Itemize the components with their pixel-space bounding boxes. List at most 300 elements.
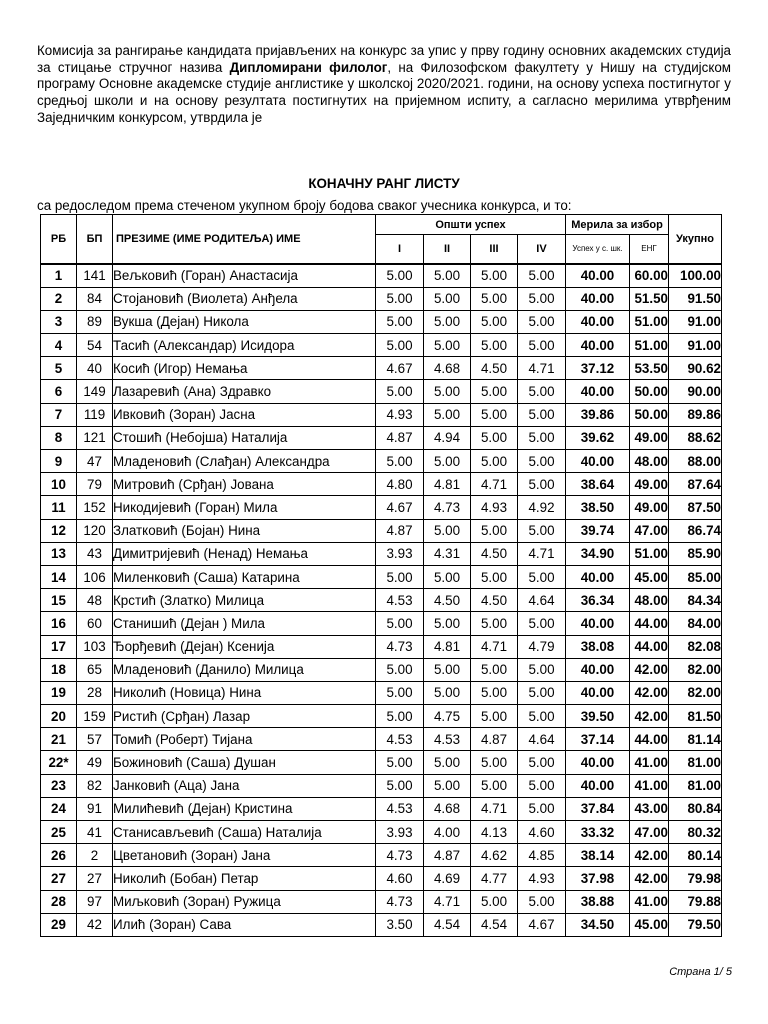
bp-cell: 42 — [77, 913, 113, 936]
rank-cell: 29 — [41, 913, 77, 936]
grade-2-cell: 4.68 — [424, 357, 471, 380]
ukupno-cell: 91.00 — [669, 334, 722, 357]
header-grade-1: I — [376, 235, 424, 264]
bp-cell: 121 — [77, 426, 113, 449]
grade-4-cell: 5.00 — [518, 519, 566, 542]
grade-3-cell: 4.93 — [471, 496, 518, 519]
table-row — [41, 542, 722, 565]
ukupno-cell: 82.00 — [669, 681, 722, 704]
grade-3-cell: 4.13 — [471, 821, 518, 844]
table-row — [41, 844, 722, 867]
ukupno-cell: 84.00 — [669, 612, 722, 635]
grade-4-cell: 4.64 — [518, 728, 566, 751]
grade-2-cell: 4.81 — [424, 473, 471, 496]
uspeh-cell: 40.00 — [566, 565, 630, 588]
bp-cell: 97 — [77, 890, 113, 913]
grade-1-cell: 4.53 — [376, 797, 424, 820]
uspeh-cell: 39.86 — [566, 403, 630, 426]
grade-2-cell: 4.50 — [424, 589, 471, 612]
grade-4-cell: 4.71 — [518, 357, 566, 380]
grade-3-cell: 5.00 — [471, 426, 518, 449]
table-row — [41, 334, 722, 357]
rank-cell: 22* — [41, 751, 77, 774]
table-row — [41, 380, 722, 403]
eng-cell: 51.00 — [630, 542, 669, 565]
uspeh-cell: 40.00 — [566, 751, 630, 774]
table-row — [41, 821, 722, 844]
ukupno-cell: 87.50 — [669, 496, 722, 519]
ukupno-cell: 90.00 — [669, 380, 722, 403]
eng-cell: 43.00 — [630, 797, 669, 820]
grade-4-cell: 4.60 — [518, 821, 566, 844]
name-cell: Станисављевић (Саша) Наталија — [113, 821, 376, 844]
ukupno-cell: 81.00 — [669, 774, 722, 797]
name-cell: Цветановић (Зоран) Јана — [113, 844, 376, 867]
eng-cell: 41.00 — [630, 751, 669, 774]
ukupno-cell: 79.50 — [669, 913, 722, 936]
table-row — [41, 589, 722, 612]
grade-4-cell: 5.00 — [518, 774, 566, 797]
header-grade-3: III — [471, 235, 518, 264]
grade-1-cell: 5.00 — [376, 334, 424, 357]
grade-4-cell: 5.00 — [518, 450, 566, 473]
ukupno-cell: 84.34 — [669, 589, 722, 612]
rank-cell: 23 — [41, 774, 77, 797]
grade-2-cell: 4.53 — [424, 728, 471, 751]
grade-3-cell: 5.00 — [471, 565, 518, 588]
bp-cell: 152 — [77, 496, 113, 519]
rank-cell: 14 — [41, 565, 77, 588]
eng-cell: 48.00 — [630, 589, 669, 612]
bp-cell: 57 — [77, 728, 113, 751]
grade-1-cell: 5.00 — [376, 287, 424, 310]
table-row — [41, 612, 722, 635]
name-cell: Лазаревић (Ана) Здравко — [113, 380, 376, 403]
grade-3-cell: 5.00 — [471, 403, 518, 426]
grade-4-cell: 4.67 — [518, 913, 566, 936]
grade-1-cell: 3.50 — [376, 913, 424, 936]
table-row — [41, 287, 722, 310]
rank-cell: 18 — [41, 658, 77, 681]
table-row — [41, 519, 722, 542]
rank-cell: 28 — [41, 890, 77, 913]
ukupno-cell: 88.00 — [669, 450, 722, 473]
bp-cell: 60 — [77, 612, 113, 635]
eng-cell: 45.00 — [630, 913, 669, 936]
grade-3-cell: 4.71 — [471, 797, 518, 820]
bp-cell: 159 — [77, 705, 113, 728]
grade-1-cell: 4.67 — [376, 496, 424, 519]
ukupno-cell: 91.00 — [669, 310, 722, 333]
uspeh-cell: 38.50 — [566, 496, 630, 519]
table-row — [41, 264, 722, 288]
name-cell: Митровић (Срђан) Јована — [113, 473, 376, 496]
grade-2-cell: 5.00 — [424, 565, 471, 588]
bp-cell: 54 — [77, 334, 113, 357]
table-row — [41, 890, 722, 913]
table-row — [41, 658, 722, 681]
grade-2-cell: 4.73 — [424, 496, 471, 519]
rank-cell: 26 — [41, 844, 77, 867]
name-cell: Миљковић (Зоран) Ружица — [113, 890, 376, 913]
table-row — [41, 310, 722, 333]
table-row — [41, 473, 722, 496]
grade-1-cell: 4.87 — [376, 426, 424, 449]
ukupno-cell: 80.14 — [669, 844, 722, 867]
grade-1-cell: 5.00 — [376, 612, 424, 635]
grade-1-cell: 5.00 — [376, 681, 424, 704]
name-cell: Димитријевић (Ненад) Немања — [113, 542, 376, 565]
ukupno-cell: 86.74 — [669, 519, 722, 542]
ukupno-cell: 85.00 — [669, 565, 722, 588]
bp-cell: 40 — [77, 357, 113, 380]
page-number: Страна 1/ 5 — [669, 966, 732, 978]
name-cell: Станишић (Дејан ) Мила — [113, 612, 376, 635]
grade-4-cell: 5.00 — [518, 797, 566, 820]
table-row — [41, 496, 722, 519]
grade-4-cell: 5.00 — [518, 403, 566, 426]
grade-4-cell: 5.00 — [518, 426, 566, 449]
grade-3-cell: 5.00 — [471, 380, 518, 403]
grade-3-cell: 4.50 — [471, 357, 518, 380]
grade-3-cell: 5.00 — [471, 334, 518, 357]
rank-cell: 24 — [41, 797, 77, 820]
grade-3-cell: 5.00 — [471, 705, 518, 728]
name-cell: Томић (Роберт) Тијана — [113, 728, 376, 751]
grade-3-cell: 4.50 — [471, 542, 518, 565]
grade-2-cell: 5.00 — [424, 380, 471, 403]
table-row — [41, 751, 722, 774]
ukupno-cell: 81.50 — [669, 705, 722, 728]
ukupno-cell: 79.98 — [669, 867, 722, 890]
header-uspeh: Успех у с. шк. — [566, 235, 630, 264]
rank-cell: 7 — [41, 403, 77, 426]
grade-1-cell: 5.00 — [376, 751, 424, 774]
grade-3-cell: 5.00 — [471, 519, 518, 542]
rank-cell: 5 — [41, 357, 77, 380]
bp-cell: 149 — [77, 380, 113, 403]
ukupno-cell: 87.64 — [669, 473, 722, 496]
table-row — [41, 728, 722, 751]
uspeh-cell: 36.34 — [566, 589, 630, 612]
ukupno-cell: 81.00 — [669, 751, 722, 774]
rank-cell: 27 — [41, 867, 77, 890]
name-cell: Стојановић (Виолета) Анђела — [113, 287, 376, 310]
name-cell: Миленковић (Саша) Катарина — [113, 565, 376, 588]
grade-4-cell: 4.79 — [518, 635, 566, 658]
eng-cell: 42.00 — [630, 844, 669, 867]
uspeh-cell: 39.50 — [566, 705, 630, 728]
grade-4-cell: 5.00 — [518, 612, 566, 635]
grade-3-cell: 5.00 — [471, 751, 518, 774]
grade-1-cell: 4.73 — [376, 635, 424, 658]
grade-2-cell: 5.00 — [424, 450, 471, 473]
eng-cell: 42.00 — [630, 705, 669, 728]
grade-1-cell: 3.93 — [376, 821, 424, 844]
bp-cell: 2 — [77, 844, 113, 867]
ukupno-cell: 90.62 — [669, 357, 722, 380]
grade-4-cell: 5.00 — [518, 310, 566, 333]
table-row — [41, 681, 722, 704]
header-eng: ЕНГ — [630, 235, 669, 264]
ukupno-cell: 81.14 — [669, 728, 722, 751]
table-row — [41, 565, 722, 588]
grade-4-cell: 5.00 — [518, 705, 566, 728]
eng-cell: 44.00 — [630, 728, 669, 751]
eng-cell: 45.00 — [630, 565, 669, 588]
table-row — [41, 705, 722, 728]
bp-cell: 89 — [77, 310, 113, 333]
grade-1-cell: 5.00 — [376, 310, 424, 333]
uspeh-cell: 40.00 — [566, 681, 630, 704]
name-cell: Младеновић (Слађан) Александра — [113, 450, 376, 473]
grade-3-cell: 4.77 — [471, 867, 518, 890]
name-cell: Косић (Игор) Немања — [113, 357, 376, 380]
eng-cell: 41.00 — [630, 890, 669, 913]
header-merila: Мерила за избор — [566, 215, 669, 235]
grade-4-cell: 5.00 — [518, 565, 566, 588]
grade-1-cell: 4.53 — [376, 589, 424, 612]
grade-2-cell: 4.94 — [424, 426, 471, 449]
grade-2-cell: 4.75 — [424, 705, 471, 728]
intro-paragraph — [37, 43, 731, 127]
uspeh-cell: 39.62 — [566, 426, 630, 449]
ranking-table — [40, 214, 722, 937]
ukupno-cell: 80.32 — [669, 821, 722, 844]
grade-3-cell: 4.71 — [471, 473, 518, 496]
rank-cell: 25 — [41, 821, 77, 844]
grade-2-cell: 4.87 — [424, 844, 471, 867]
grade-1-cell: 4.93 — [376, 403, 424, 426]
grade-3-cell: 4.54 — [471, 913, 518, 936]
bp-cell: 28 — [77, 681, 113, 704]
eng-cell: 50.00 — [630, 380, 669, 403]
grade-3-cell: 5.00 — [471, 287, 518, 310]
grade-4-cell: 4.85 — [518, 844, 566, 867]
rank-cell: 9 — [41, 450, 77, 473]
eng-cell: 51.00 — [630, 334, 669, 357]
rank-cell: 11 — [41, 496, 77, 519]
rank-cell: 6 — [41, 380, 77, 403]
ukupno-cell: 79.88 — [669, 890, 722, 913]
grade-3-cell: 5.00 — [471, 658, 518, 681]
grade-4-cell: 5.00 — [518, 473, 566, 496]
eng-cell: 44.00 — [630, 635, 669, 658]
uspeh-cell: 37.98 — [566, 867, 630, 890]
uspeh-cell: 34.90 — [566, 542, 630, 565]
grade-3-cell: 5.00 — [471, 264, 518, 288]
grade-3-cell: 5.00 — [471, 774, 518, 797]
header-grade-2: II — [424, 235, 471, 264]
grade-4-cell: 5.00 — [518, 681, 566, 704]
grade-1-cell: 3.93 — [376, 542, 424, 565]
bp-cell: 48 — [77, 589, 113, 612]
page-subtitle: са редоследом према стеченом укупном броју бодова сваког учесника конкурса, и то: — [37, 198, 572, 213]
bp-cell: 141 — [77, 264, 113, 288]
bp-cell: 106 — [77, 565, 113, 588]
grade-3-cell: 4.50 — [471, 589, 518, 612]
grade-1-cell: 5.00 — [376, 450, 424, 473]
uspeh-cell: 38.64 — [566, 473, 630, 496]
rank-cell: 1 — [41, 264, 77, 288]
grade-4-cell: 5.00 — [518, 334, 566, 357]
grade-1-cell: 4.53 — [376, 728, 424, 751]
name-cell: Ивковић (Зоран) Јасна — [113, 403, 376, 426]
grade-2-cell: 5.00 — [424, 264, 471, 288]
bp-cell: 84 — [77, 287, 113, 310]
uspeh-cell: 40.00 — [566, 287, 630, 310]
uspeh-cell: 38.14 — [566, 844, 630, 867]
grade-2-cell: 4.68 — [424, 797, 471, 820]
name-cell: Вукша (Дејан) Никола — [113, 310, 376, 333]
grade-4-cell: 4.92 — [518, 496, 566, 519]
grade-3-cell: 4.62 — [471, 844, 518, 867]
header-name: ПРЕЗИМЕ (ИМЕ РОДИТЕЉА) ИМЕ — [113, 215, 376, 264]
eng-cell: 51.50 — [630, 287, 669, 310]
uspeh-cell: 40.00 — [566, 612, 630, 635]
grade-3-cell: 5.00 — [471, 310, 518, 333]
grade-3-cell: 4.71 — [471, 635, 518, 658]
name-cell: Илић (Зоран) Сава — [113, 913, 376, 936]
name-cell: Ђорђевић (Дејан) Ксенија — [113, 635, 376, 658]
bp-cell: 119 — [77, 403, 113, 426]
grade-4-cell: 5.00 — [518, 890, 566, 913]
grade-2-cell: 5.00 — [424, 774, 471, 797]
rank-cell: 8 — [41, 426, 77, 449]
grade-4-cell: 4.71 — [518, 542, 566, 565]
rank-cell: 20 — [41, 705, 77, 728]
rank-cell: 21 — [41, 728, 77, 751]
name-cell: Златковић (Бојан) Нина — [113, 519, 376, 542]
rank-cell: 17 — [41, 635, 77, 658]
name-cell: Вељковић (Горан) Анастасија — [113, 264, 376, 288]
bp-cell: 41 — [77, 821, 113, 844]
name-cell: Николић (Новица) Нина — [113, 681, 376, 704]
table-row — [41, 357, 722, 380]
bp-cell: 65 — [77, 658, 113, 681]
eng-cell: 42.00 — [630, 658, 669, 681]
table-row — [41, 403, 722, 426]
grade-1-cell: 5.00 — [376, 658, 424, 681]
grade-1-cell: 5.00 — [376, 774, 424, 797]
grade-4-cell: 5.00 — [518, 658, 566, 681]
name-cell: Ристић (Срђан) Лазар — [113, 705, 376, 728]
grade-3-cell: 5.00 — [471, 890, 518, 913]
ukupno-cell: 89.86 — [669, 403, 722, 426]
grade-2-cell: 5.00 — [424, 334, 471, 357]
grade-1-cell: 4.73 — [376, 844, 424, 867]
eng-cell: 49.00 — [630, 473, 669, 496]
header-grade-4: IV — [518, 235, 566, 264]
eng-cell: 60.00 — [630, 264, 669, 288]
ukupno-cell: 91.50 — [669, 287, 722, 310]
bp-cell: 82 — [77, 774, 113, 797]
grade-2-cell: 5.00 — [424, 403, 471, 426]
table-row — [41, 774, 722, 797]
eng-cell: 42.00 — [630, 867, 669, 890]
grade-4-cell: 5.00 — [518, 751, 566, 774]
grade-1-cell: 5.00 — [376, 264, 424, 288]
grade-4-cell: 5.00 — [518, 287, 566, 310]
bp-cell: 47 — [77, 450, 113, 473]
table-row — [41, 867, 722, 890]
bp-cell: 79 — [77, 473, 113, 496]
header-opsti-uspeh: Општи успех — [376, 215, 566, 235]
eng-cell: 47.00 — [630, 519, 669, 542]
grade-2-cell: 4.31 — [424, 542, 471, 565]
bp-cell: 27 — [77, 867, 113, 890]
header-rb: РБ — [41, 215, 77, 264]
name-cell: Стошић (Небојша) Наталија — [113, 426, 376, 449]
table-row — [41, 426, 722, 449]
grade-1-cell: 4.87 — [376, 519, 424, 542]
grade-2-cell: 5.00 — [424, 287, 471, 310]
bp-cell: 49 — [77, 751, 113, 774]
name-cell: Младеновић (Данило) Милица — [113, 658, 376, 681]
table-row — [41, 913, 722, 936]
ukupno-cell: 85.90 — [669, 542, 722, 565]
uspeh-cell: 37.84 — [566, 797, 630, 820]
eng-cell: 48.00 — [630, 450, 669, 473]
grade-1-cell: 5.00 — [376, 565, 424, 588]
grade-3-cell: 4.87 — [471, 728, 518, 751]
eng-cell: 53.50 — [630, 357, 669, 380]
grade-3-cell: 5.00 — [471, 612, 518, 635]
uspeh-cell: 40.00 — [566, 658, 630, 681]
table-row — [41, 450, 722, 473]
ukupno-cell: 82.08 — [669, 635, 722, 658]
eng-cell: 47.00 — [630, 821, 669, 844]
grade-2-cell: 4.69 — [424, 867, 471, 890]
grade-2-cell: 5.00 — [424, 310, 471, 333]
grade-3-cell: 5.00 — [471, 681, 518, 704]
eng-cell: 51.00 — [630, 310, 669, 333]
uspeh-cell: 37.12 — [566, 357, 630, 380]
rank-cell: 4 — [41, 334, 77, 357]
intro-text-before: Комисија за рангирање кандидата пријављених на конкурс за упис у прву годину основних академских студија за стицање стручног назива — [37, 43, 731, 75]
grade-4-cell: 5.00 — [518, 264, 566, 288]
uspeh-cell: 40.00 — [566, 774, 630, 797]
bp-cell: 120 — [77, 519, 113, 542]
intro-text-bold: Дипломирани филолог — [229, 59, 388, 75]
grade-2-cell: 4.71 — [424, 890, 471, 913]
uspeh-cell: 40.00 — [566, 334, 630, 357]
name-cell: Николић (Бобан) Петар — [113, 867, 376, 890]
eng-cell: 42.00 — [630, 681, 669, 704]
ukupno-cell: 82.00 — [669, 658, 722, 681]
uspeh-cell: 40.00 — [566, 264, 630, 288]
uspeh-cell: 40.00 — [566, 380, 630, 403]
name-cell: Јанковић (Аца) Јана — [113, 774, 376, 797]
grade-1-cell: 4.80 — [376, 473, 424, 496]
rank-cell: 15 — [41, 589, 77, 612]
name-cell: Никодијевић (Горан) Мила — [113, 496, 376, 519]
grade-4-cell: 4.93 — [518, 867, 566, 890]
name-cell: Тасић (Александар) Исидора — [113, 334, 376, 357]
bp-cell: 103 — [77, 635, 113, 658]
grade-1-cell: 5.00 — [376, 705, 424, 728]
eng-cell: 50.00 — [630, 403, 669, 426]
grade-2-cell: 5.00 — [424, 612, 471, 635]
uspeh-cell: 38.88 — [566, 890, 630, 913]
grade-1-cell: 4.73 — [376, 890, 424, 913]
eng-cell: 44.00 — [630, 612, 669, 635]
grade-1-cell: 4.60 — [376, 867, 424, 890]
rank-cell: 19 — [41, 681, 77, 704]
table-row — [41, 797, 722, 820]
grade-2-cell: 4.81 — [424, 635, 471, 658]
grade-2-cell: 5.00 — [424, 681, 471, 704]
